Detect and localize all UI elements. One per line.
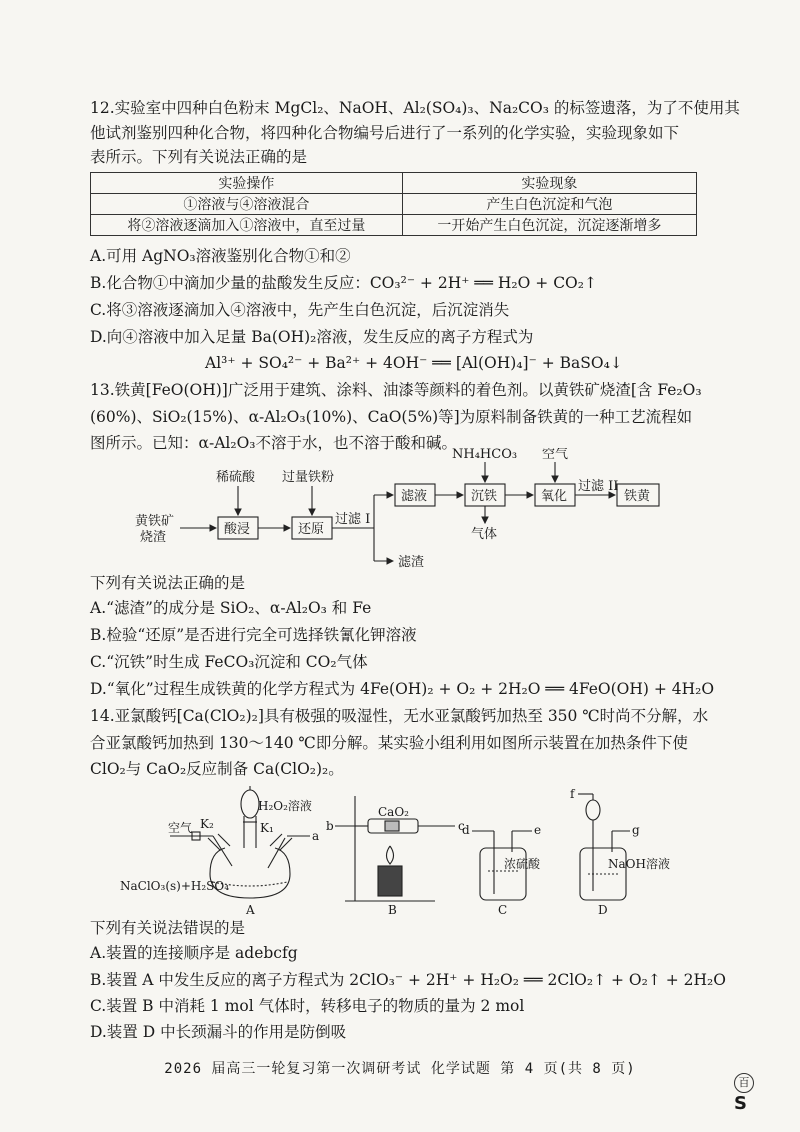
- q12-stem-line2: 他试剂鉴别四种化合物，将四种化合物编号后进行了一系列的化学实验，实验现象如下: [90, 124, 680, 142]
- flow-filter-1-label: 过滤 I: [335, 512, 371, 527]
- table-cell: ①溶液与④溶液混合: [91, 194, 403, 215]
- label-apparatus-a: A: [246, 903, 255, 916]
- flow-box-filtrate-label: 滤液: [401, 489, 428, 504]
- q12-option-a: A.可用 AgNO₃溶液鉴别化合物①和②: [90, 247, 351, 265]
- q14-option-c: C.装置 B 中消耗 1 mol 气体时，转移电子的物质的量为 2 mol: [90, 997, 525, 1015]
- table-cell: 将②溶液逐滴加入①溶液中，直至过量: [91, 215, 403, 236]
- long-neck-funnel: [586, 800, 600, 820]
- label-b: b: [326, 819, 334, 833]
- flow-filter-2-label: 过滤 II: [578, 479, 619, 494]
- q12-experiment-table: [90, 172, 697, 236]
- dropping-funnel: [241, 790, 259, 818]
- q12-stem-line3: 表所示。下列有关说法正确的是: [90, 148, 308, 166]
- label-d: d: [462, 823, 470, 837]
- logo-circle-mark: 百: [734, 1073, 754, 1093]
- flow-reagent-acid: 稀硫酸: [216, 470, 256, 485]
- q12-option-d: D.向④溶液中加入足量 Ba(OH)₂溶液，发生反应的离子方程式为: [90, 328, 534, 346]
- q14-option-a: A.装置的连接顺序是 adebcfg: [90, 944, 298, 962]
- table-header: 实验操作: [91, 173, 403, 194]
- q13-option-b: B.检验“还原”是否进行完全可选择铁氰化钾溶液: [90, 626, 417, 644]
- washing-bottle-c: [480, 848, 526, 900]
- flow-reagent-iron: 过量铁粉: [282, 470, 335, 485]
- q14-apparatus-diagram: [110, 786, 720, 916]
- q14-option-d: D.装置 D 中长颈漏斗的作用是防倒吸: [90, 1023, 347, 1041]
- label-k1: K₁: [260, 821, 274, 835]
- q14-stem-line3: ClO₂与 CaO₂反应制备 Ca(ClO₂)₂。: [90, 760, 344, 778]
- q12-option-c: C.将③溶液逐滴加入④溶液中，先产生白色沉淀，后沉淀消失: [90, 301, 510, 319]
- q13-stem-line2: (60%)、SiO₂(15%)、α-Al₂O₃(10%)、CaO(5%)等]为原料制备铁黄的一种工艺流程如: [90, 408, 693, 426]
- label-apparatus-b: B: [388, 903, 397, 916]
- label-naclo3: NaClO₃(s)+H₂SO₄: [120, 879, 230, 893]
- flow-box-precipitate-label: 沉铁: [471, 489, 498, 504]
- table-header: 实验现象: [402, 173, 696, 194]
- q13-stem-line1: 13.铁黄[FeO(OH)]广泛用于建筑、涂料、油漆等颜料的着色剂。以黄铁矿烧渣[含 Fe₂O₃: [90, 381, 702, 399]
- table-row: [91, 215, 697, 236]
- q14-stem-line1: 14.亚氯酸钙[Ca(ClO₂)₂]具有极强的吸湿性，无水亚氯酸钙加热至 350 ℃时尚不分解，水: [90, 707, 709, 725]
- table-header-row: [91, 173, 697, 194]
- flow-residue-label: 滤渣: [398, 555, 425, 570]
- flow-gas-label: 气体: [471, 527, 498, 542]
- table-row: [91, 194, 697, 215]
- flow-reagent-nh4hco3: NH₄HCO₃: [452, 448, 518, 462]
- flow-product-label: 铁黄: [624, 489, 651, 504]
- label-conc-h2so4: 浓硫酸: [504, 857, 541, 871]
- cao2-solid: [385, 821, 399, 831]
- q13-option-c: C.“沉铁”时生成 FeCO₃沉淀和 CO₂气体: [90, 653, 368, 671]
- q14-stem-line2: 合亚氯酸钙加热到 130～140 ℃即分解。某实验小组利用如图所示装置在加热条件下使: [90, 734, 688, 752]
- q13-stem-line3: 图所示。已知：α-Al₂O₃不溶于水，也不溶于酸和碱。: [90, 434, 457, 452]
- publisher-logo: [734, 1073, 764, 1114]
- alcohol-lamp: [378, 866, 402, 896]
- page-footer: 2026 届高三一轮复习第一次调研考试 化学试题 第 4 页(共 8 页): [164, 1061, 636, 1077]
- q13-option-a: A.“滤渣”的成分是 SiO₂、α-Al₂O₃ 和 Fe: [90, 599, 372, 617]
- flow-start-label-2: 烧渣: [140, 530, 167, 545]
- q12-option-b: B.化合物①中滴加少量的盐酸发生反应：CO₃²⁻ + 2H⁺ ══ H₂O + CO₂↑: [90, 274, 597, 292]
- label-e: e: [534, 823, 542, 837]
- table-cell: 产生白色沉淀和气泡: [402, 194, 696, 215]
- label-apparatus-c: C: [498, 903, 508, 916]
- flow-reagent-air: 空气: [542, 448, 569, 462]
- label-air: 空气: [168, 821, 193, 835]
- label-k2: K₂: [200, 817, 214, 831]
- flow-start-label-1: 黄铁矿: [135, 514, 175, 529]
- flame-icon: [387, 846, 394, 864]
- label-cao2: CaO₂: [378, 805, 409, 819]
- q13-option-d: D.“氧化”过程生成铁黄的化学方程式为 4Fe(OH)₂ + O₂ + 2H₂O ══ 4FeO(OH) + 4H₂O: [90, 680, 715, 698]
- q14-prompt: 下列有关说法错误的是: [90, 919, 246, 937]
- q13-prompt: 下列有关说法正确的是: [90, 574, 246, 592]
- q14-option-b: B.装置 A 中发生反应的离子方程式为 2ClO₃⁻ + 2H⁺ + H₂O₂ ══ 2ClO₂↑ + O₂↑ + 2H₂O: [90, 971, 726, 989]
- table-cell: 一开始产生白色沉淀，沉淀逐渐增多: [402, 215, 696, 236]
- label-g: g: [632, 823, 640, 837]
- logo-letter: S: [734, 1093, 747, 1114]
- q13-process-flowchart: [130, 448, 710, 573]
- label-a: a: [312, 829, 320, 843]
- flow-box-reduce-label: 还原: [298, 522, 325, 537]
- label-h2o2: H₂O₂溶液: [258, 799, 312, 813]
- flow-box-acid-leach-label: 酸浸: [224, 522, 251, 537]
- label-naoh: NaOH溶液: [608, 857, 670, 871]
- absorption-bottle-d: [580, 848, 626, 900]
- flow-box-oxidize-label: 氧化: [541, 489, 568, 504]
- q12-option-d-equation: Al³⁺ + SO₄²⁻ + Ba²⁺ + 4OH⁻ ══ [Al(OH)₄]⁻ + BaSO₄↓: [205, 354, 623, 372]
- label-c: c: [458, 819, 465, 833]
- label-f: f: [570, 787, 575, 801]
- label-apparatus-d: D: [598, 903, 608, 916]
- apparatus-d: [578, 794, 630, 900]
- q12-stem-line1: 12.实验室中四种白色粉末 MgCl₂、NaOH、Al₂(SO₄)₃、Na₂CO₃ 的标签遗落，为了不使用其: [90, 99, 740, 117]
